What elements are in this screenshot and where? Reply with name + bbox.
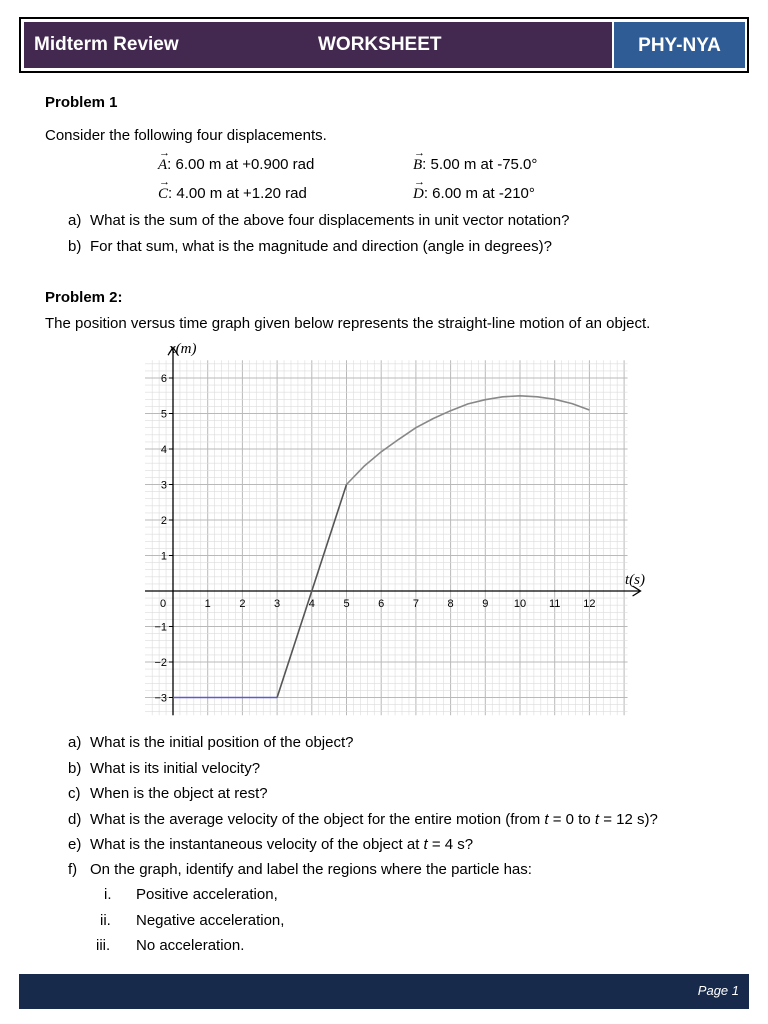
page-number: Page 1 xyxy=(697,983,739,998)
question-e-t: t xyxy=(423,836,428,853)
x-tick-label: 6 xyxy=(378,598,385,610)
question-e-pre: What is the instantaneous velocity of the object at xyxy=(90,836,424,853)
subitem-ii-text: Negative acceleration, xyxy=(136,912,285,929)
vector-c-value: : 4.00 m at +1.20 rad xyxy=(168,185,307,202)
x-tick-label: 1 xyxy=(204,598,211,610)
subitem-iii-text: No acceleration. xyxy=(136,937,245,954)
x-tick-label: 8 xyxy=(447,598,454,610)
y-tick-label: 4 xyxy=(160,444,167,456)
vector-b-symbol: → B xyxy=(413,157,422,174)
vector-a xyxy=(158,156,314,174)
course-section-title: Midterm Review xyxy=(34,34,179,55)
y-tick-label: 2 xyxy=(160,515,167,527)
problem-2-question-e-label: e) xyxy=(68,836,82,853)
vector-c xyxy=(158,185,307,203)
question-d-t1: t xyxy=(544,811,549,828)
x-axis-label: t(s) xyxy=(625,572,645,588)
x-tick-label: 3 xyxy=(274,598,281,610)
y-tick-label: −2 xyxy=(154,657,167,669)
x-tick-label: 7 xyxy=(412,598,419,610)
question-d-t2: t xyxy=(594,811,600,828)
x-tick-label: 11 xyxy=(548,598,561,610)
x-tick-label: 12 xyxy=(583,598,596,610)
problem-2-question-a: What is the initial position of the object? xyxy=(90,734,354,751)
problem-1-question-a: What is the sum of the above four displacements in unit vector notation? xyxy=(90,212,570,229)
y-tick-label: 3 xyxy=(160,479,167,492)
problem-2-question-d-label: d) xyxy=(68,811,82,828)
x-tick-label: 5 xyxy=(343,598,350,610)
problem-2-question-c-label: c) xyxy=(68,785,81,802)
problem-2-question-f-label: f) xyxy=(68,861,78,878)
problem-1-heading: Problem 1 xyxy=(45,94,118,111)
course-code: PHY-NYA xyxy=(614,22,745,68)
problem-2-question-a-label: a) xyxy=(68,734,82,751)
question-e-post: = 4 s? xyxy=(427,836,474,853)
header-left-panel xyxy=(24,22,612,68)
question-d-post: = 12 s)? xyxy=(599,811,658,828)
problem-2-question-e xyxy=(90,836,473,853)
subitem-iii-label: iii. xyxy=(96,937,111,954)
vector-b xyxy=(413,156,537,174)
header-banner xyxy=(19,17,749,73)
vector-a-symbol: → A xyxy=(158,157,167,174)
problem-1-question-b: For that sum, what is the magnitude and direction (angle in degrees)? xyxy=(90,238,552,255)
problem-2-heading: Problem 2: xyxy=(45,289,123,306)
y-tick-label: −3 xyxy=(154,692,167,705)
vector-b-value: : 5.00 m at -75.0° xyxy=(422,156,538,173)
problem-1-question-a-label: a) xyxy=(68,212,82,229)
problem-2-question-b-label: b) xyxy=(68,760,82,777)
problem-2-question-c: When is the object at rest? xyxy=(90,785,268,802)
problem-1-question-b-label: b) xyxy=(68,238,82,255)
position-time-graph xyxy=(135,336,665,721)
series-line-3 xyxy=(347,396,590,485)
problem-2-question-b: What is its initial velocity? xyxy=(90,760,261,777)
vector-d-value: : 6.00 m at -210° xyxy=(423,185,535,202)
problem-1-intro: Consider the following four displacements. xyxy=(45,127,327,144)
x-tick-label: 4 xyxy=(308,598,315,610)
y-tick-label: 5 xyxy=(160,408,167,421)
y-tick-label: −1 xyxy=(154,621,167,634)
problem-2-question-f: On the graph, identify and label the regions where the particle has: xyxy=(90,861,532,878)
question-d-mid: = 0 to xyxy=(548,811,595,828)
page-footer xyxy=(19,974,749,1009)
graph-grid xyxy=(145,360,628,715)
x-tick-label: 9 xyxy=(482,598,489,610)
x-tick-label: 0 xyxy=(159,598,167,610)
x-tick-label: 2 xyxy=(239,598,246,610)
x-tick-label: 10 xyxy=(513,598,527,610)
subitem-i-label: i. xyxy=(104,886,112,903)
question-d-pre: What is the average velocity of the object for the entire motion (from xyxy=(90,811,545,828)
y-axis-label: x(m) xyxy=(169,341,197,357)
subitem-i-text: Positive acceleration, xyxy=(136,886,278,903)
y-tick-label: 1 xyxy=(160,550,167,563)
vector-c-symbol: → C xyxy=(158,186,168,203)
problem-2-intro: The position versus time graph given below represents the straight-line motion of an object. xyxy=(45,315,651,332)
problem-2-question-d xyxy=(90,811,658,828)
y-tick-label: 6 xyxy=(160,373,167,385)
vector-a-value: : 6.00 m at +0.900 rad xyxy=(167,156,315,173)
worksheet-title: WORKSHEET xyxy=(318,34,442,55)
vector-d xyxy=(413,185,535,203)
subitem-ii-label: ii. xyxy=(100,912,111,929)
vector-d-symbol: → D xyxy=(413,186,424,203)
